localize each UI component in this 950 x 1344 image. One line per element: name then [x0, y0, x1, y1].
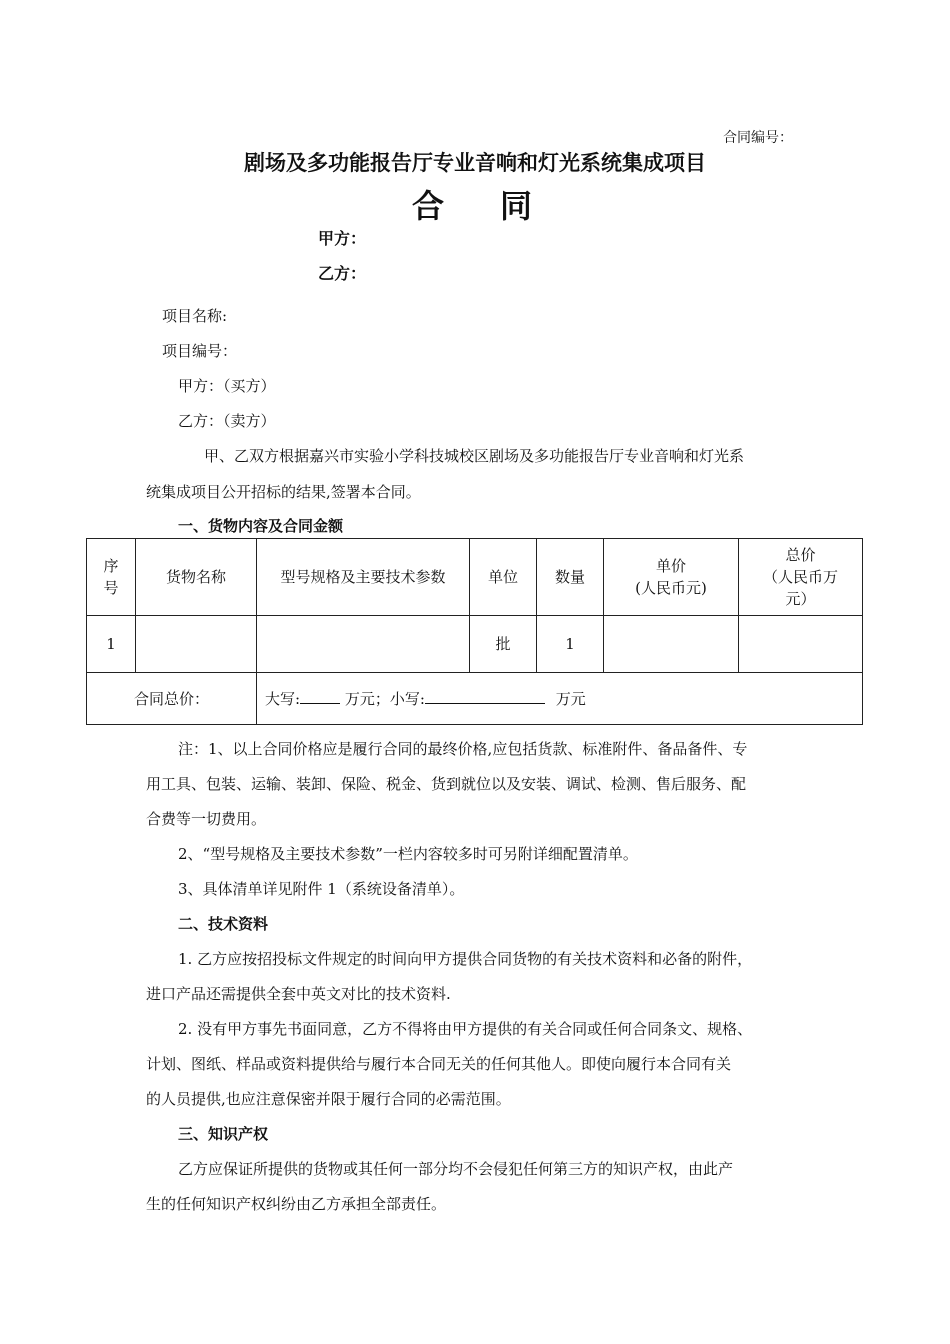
- party-a-label: 甲方：: [318, 229, 367, 248]
- section-2-p1-line-1: 1. 乙方应按招投标文件规定的时间向甲方提供合同货物的有关技术资料和必备的附件，: [178, 950, 753, 968]
- header-goods-name: 货物名称: [136, 539, 257, 616]
- project-title: 剧场及多功能报告厅专业音响和灯光系统集成项目: [244, 151, 706, 175]
- cell-seq: 1: [87, 616, 136, 673]
- cell-unit: 批: [470, 616, 537, 673]
- project-name-label: 项目名称:: [162, 307, 228, 325]
- party-b-label: 乙方：: [318, 264, 367, 283]
- goods-table: [86, 538, 863, 725]
- section-3-line-2: 生的任何知识产权纠纷由乙方承担全部责任。: [146, 1195, 447, 1213]
- header-unit: 单位: [470, 539, 537, 616]
- table-header-row: [87, 539, 863, 616]
- header-total-price: 总价 （人民币万 元）: [739, 539, 863, 616]
- header-seq: 序 号: [87, 539, 136, 616]
- section-2-p2-line-1: 2. 没有甲方事先书面同意，乙方不得将由甲方提供的有关合同或任何合同条文、规格、: [178, 1020, 753, 1038]
- section-2-heading: 二、技术资料: [178, 915, 269, 933]
- document-title-char-1: 合: [412, 187, 445, 225]
- note-1-line-3: 合费等一切费用。: [146, 810, 267, 828]
- note-3: 3、具体清单详见附件 1（系统设备清单）。: [178, 880, 465, 898]
- upper-amount-blank: [300, 687, 340, 704]
- section-3-heading: 三、知识产权: [178, 1125, 269, 1143]
- section-3-line-1: 乙方应保证所提供的货物或其任何一部分均不会侵犯任何第三方的知识产权，由此产: [178, 1160, 734, 1178]
- note-2: 2、“型号规格及主要技术参数”一栏内容较多时可另附详细配置清单。: [178, 845, 638, 863]
- total-wan-unit: 万元: [555, 690, 586, 708]
- total-upper-label: 大写:: [265, 690, 301, 708]
- section-2-p2-line-2: 计划、图纸、样品或资料提供给与履行本合同无关的任何其他人。即使向履行本合同有关: [146, 1055, 732, 1073]
- header-spec: 型号规格及主要技术参数: [257, 539, 470, 616]
- total-wan-lower: 万元；小写:: [344, 690, 425, 708]
- section-2-p2-line-3: 的人员提供,也应注意保密并限于履行合同的必需范围。: [146, 1090, 511, 1108]
- section-2-p1-line-2: 进口产品还需提供全套中英文对比的技术资料.: [146, 985, 451, 1003]
- table-total-row: [87, 673, 863, 725]
- intro-line-2: 统集成项目公开招标的结果,签署本合同。: [146, 483, 421, 501]
- intro-line-1: 甲、乙双方根据嘉兴市实验小学科技城校区剧场及多功能报告厅专业音响和灯光系: [204, 447, 745, 465]
- lower-amount-blank: [425, 687, 545, 704]
- cell-total-label: 合同总价：: [87, 673, 257, 725]
- cell-total: [739, 616, 863, 673]
- header-qty: 数量: [537, 539, 604, 616]
- project-number-label: 项目编号：: [162, 342, 238, 360]
- cell-unit-price: [604, 616, 739, 673]
- header-unit-price: 单价 (人民币元): [604, 539, 739, 616]
- document-title-char-2: 同: [500, 187, 533, 225]
- section-1-heading: 一、货物内容及合同金额: [178, 517, 344, 535]
- note-1-line-1: 注：1、以上合同价格应是履行合同的最终价格,应包括货款、标准附件、备品备件、专: [178, 740, 748, 758]
- contract-number-label: 合同编号：: [723, 130, 793, 146]
- cell-goods-name: [136, 616, 257, 673]
- party-b-seller: 乙方：（卖方）: [178, 412, 276, 430]
- note-1-line-2: 用工具、包装、运输、装卸、保险、税金、货到就位以及安装、调试、检测、售后服务、配: [146, 775, 747, 793]
- cell-qty: 1: [537, 616, 604, 673]
- table-row: [87, 616, 863, 673]
- party-a-buyer: 甲方：（买方）: [178, 377, 276, 395]
- document-title: [412, 181, 532, 227]
- cell-spec: [257, 616, 470, 673]
- cell-total-amount: [257, 673, 863, 725]
